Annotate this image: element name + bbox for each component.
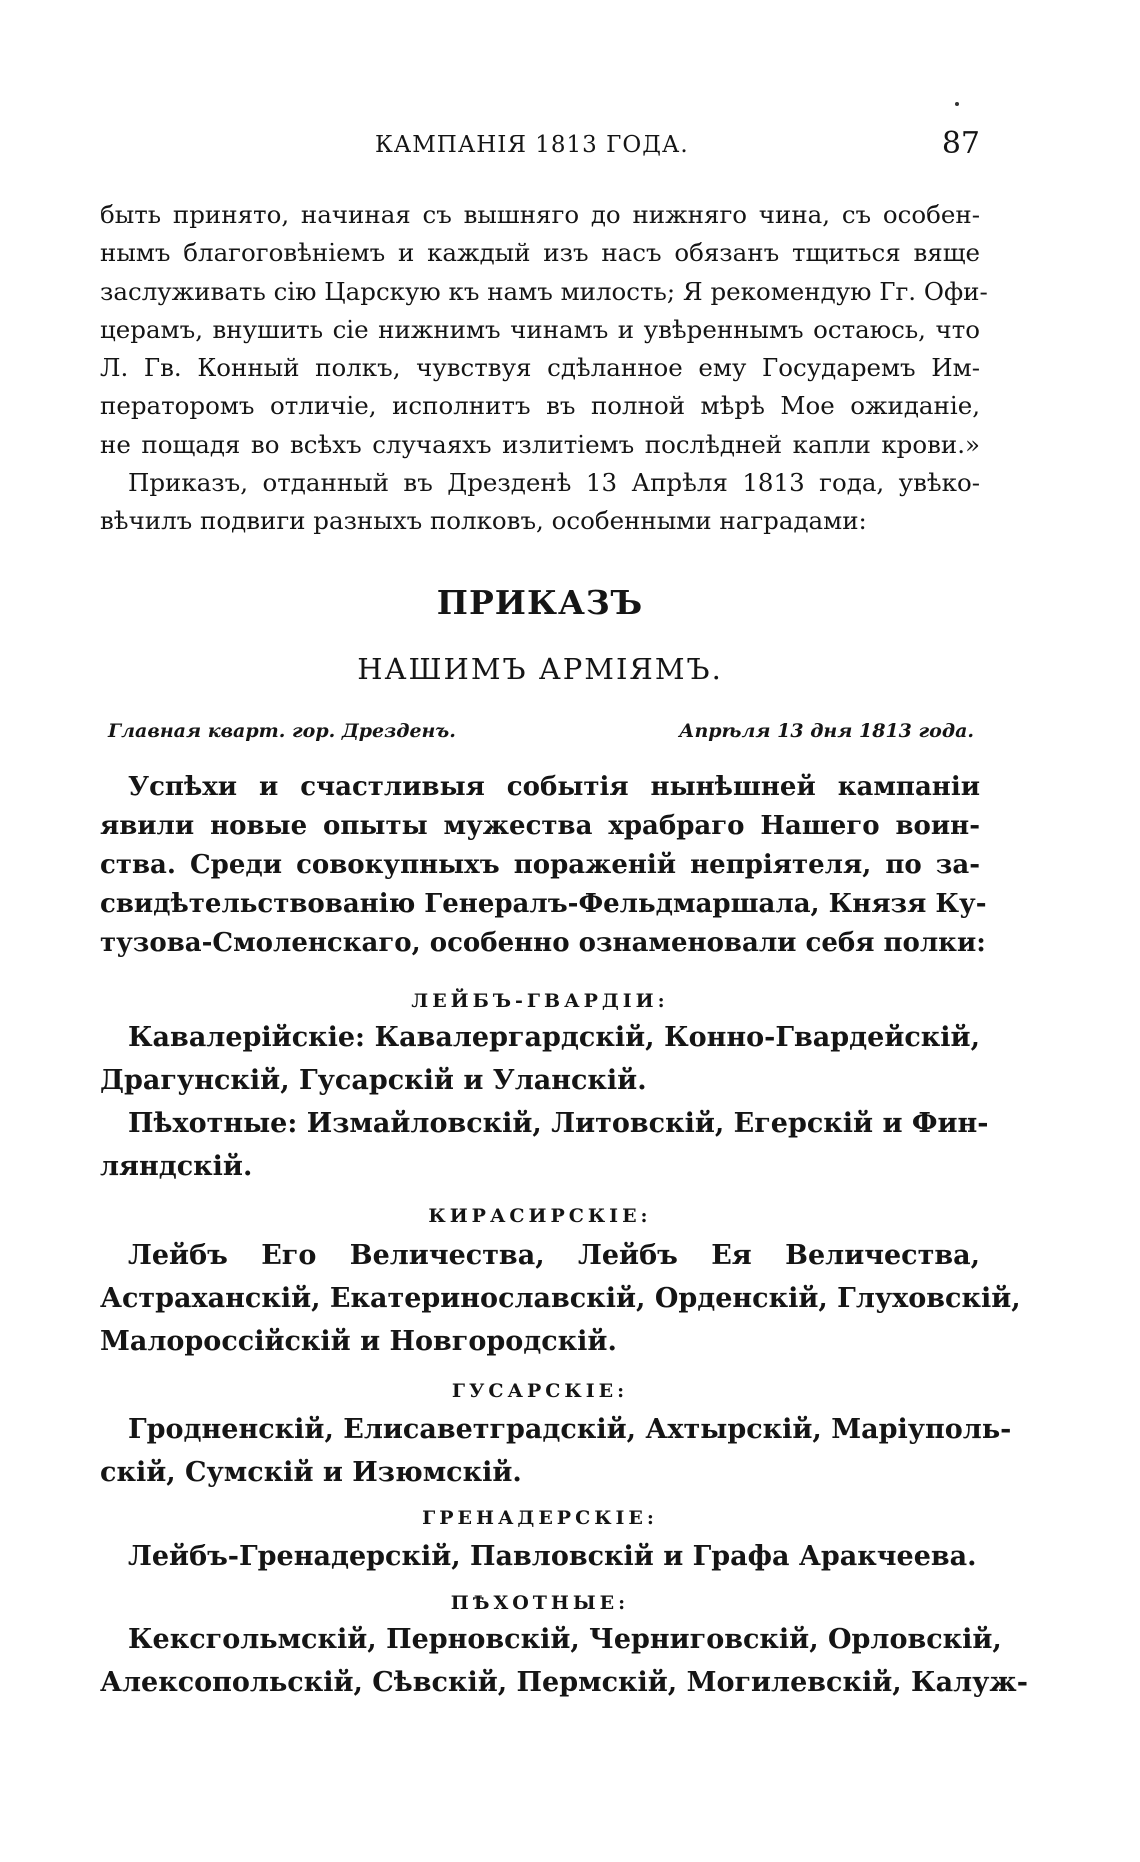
text-line: Алексопольскій, Сѣвскій, Пермскій, Могилевскій, Калуж- <box>100 1667 1028 1698</box>
intro-paragraph <box>100 196 988 541</box>
page-number: 87 <box>941 126 980 161</box>
text-line: Гродненскій, Елисаветградскій, Ахтырскій, Маріуполь- <box>128 1414 1012 1445</box>
text-line: заслуживать сію Царскую къ намъ милость; Я рекомендую Гг. Офи- <box>100 276 988 306</box>
text-line: ства. Среди совокупныхъ пораженій непріятеля, по за- <box>100 850 980 880</box>
section-heading-grenadiers: ГРЕНАДЕРСКІЕ: <box>422 1507 658 1529</box>
section-grenadiers <box>100 1535 980 1578</box>
order-date: Апрѣля 13 дня 1813 года. <box>678 720 974 742</box>
section-cuirassiers <box>100 1234 1021 1363</box>
text-line: ператоромъ отличіе, исполнитъ въ полной мѣрѣ Мое ожиданіе, <box>100 391 980 421</box>
text-line: ляндскій. <box>100 1151 253 1182</box>
page-header <box>100 126 980 166</box>
text-line: не пощадя во всѣхъ случаяхъ излитіемъ послѣдней капли крови.» <box>100 429 980 459</box>
section-heading-hussars: ГУСАРСКІЕ: <box>451 1380 629 1402</box>
text-line: Успѣхи и счастливыя событія нынѣшней кампаніи <box>128 772 980 802</box>
text-line: Пѣхотные: Измайловскій, Литовскій, Егерскій и Фин- <box>128 1108 989 1139</box>
ink-speck <box>955 102 959 106</box>
text-line: явили новые опыты мужества храбраго Нашего воин- <box>100 811 980 841</box>
text-line: Кавалерійскіе: Кавалергардскій, Конно-Гвардейскій, <box>128 1022 980 1053</box>
running-title: КАМПАНІЯ 1813 ГОДА. <box>375 132 689 158</box>
text-line: Л. Гв. Конный полкъ, чувствуя сдѣланное ему Государемъ Им- <box>100 353 980 383</box>
text-line: нымъ благоговѣніемъ и каждый изъ насъ обязанъ тщиться вяще <box>100 238 980 268</box>
section-heading-infantry: ПѢХОТНЫЕ: <box>450 1592 630 1614</box>
section-heading-guards: ЛЕЙБЪ-ГВАРДІИ: <box>411 990 669 1012</box>
section-guards <box>100 1016 989 1188</box>
text-line: скій, Сумскій и Изюмскій. <box>100 1457 522 1488</box>
text-line: свидѣтельствованію Генералъ-Фельдмаршала, Князя Ку- <box>100 889 987 919</box>
text-line: Лейбъ-Гренадерскій, Павловскій и Графа Аракчеева. <box>128 1541 977 1572</box>
order-place: Главная кварт. гор. Дрезденъ. <box>108 720 456 742</box>
section-infantry <box>100 1618 1028 1704</box>
order-body <box>100 768 987 963</box>
text-line: быть принято, начиная съ вышняго до нижняго чина, съ особен- <box>100 200 980 229</box>
text-line: церамъ, внушить сіе нижнимъ чинамъ и увѣреннымъ остаюсь, что <box>100 314 980 344</box>
text-line: вѣчилъ подвиги разныхъ полковъ, особенными наградами: <box>100 506 867 536</box>
section-hussars <box>100 1408 1012 1494</box>
text-line: Лейбъ Его Величества, Лейбъ Ея Величества, <box>128 1240 980 1271</box>
text-line: Малороссійскій и Новгородскій. <box>100 1326 617 1357</box>
text-line: Кексгольмскій, Перновскій, Черниговскій, Орловскій, <box>128 1624 1002 1655</box>
text-line: тузова-Смоленскаго, особенно ознаменовали себя полки: <box>100 928 986 958</box>
text-line: Астраханскій, Екатеринославскій, Орденскій, Глуховскій, <box>100 1283 1021 1314</box>
text-line: Приказъ, отданный въ Дрезденѣ 13 Апрѣля 1813 года, увѣко- <box>128 468 980 498</box>
order-title: ПРИКАЗЪ <box>436 583 644 622</box>
order-subtitle: НАШИМЪ АРМІЯМЪ. <box>357 652 723 686</box>
text-line: Драгунскій, Гусарскій и Уланскій. <box>100 1065 647 1096</box>
section-heading-cuirassiers: КИРАСИРСКІЕ: <box>428 1205 652 1227</box>
